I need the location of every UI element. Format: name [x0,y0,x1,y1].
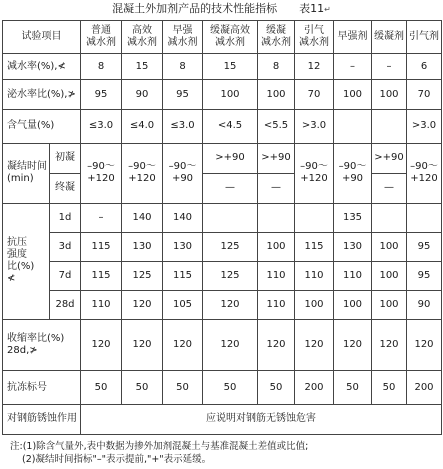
table-cell [295,203,334,232]
table-cell: 125 [122,261,163,290]
sub-label: 终凝 [50,173,81,203]
table-cell: 8 [258,54,295,80]
table-row [3,232,442,261]
table-cell: 120 [258,319,295,370]
table-cell: 6 [407,54,442,80]
table-cell: 12 [295,54,334,80]
table-cell: –90～ +120 [122,143,163,203]
sub-label: 3d [50,232,81,261]
table-cell: –90～ +120 [81,143,122,203]
table-cell: 120 [122,319,163,370]
table-cell: 120 [203,319,258,370]
table-row [3,110,442,143]
table-cell: 115 [295,232,334,261]
table-cell: 50 [372,371,407,404]
row-label: 抗压 强度 比(%) ≮ [3,203,50,319]
row-label: 凝结时间 (min) [3,143,50,203]
table-row [3,290,442,319]
table-cell: 120 [295,319,334,370]
title-text: 混凝土外加剂产品的技术性能指标 [112,2,278,15]
table-cell: – [81,203,122,232]
table-cell: 125 [203,232,258,261]
table-cell: 120 [334,319,372,370]
header-col: 缓凝 减水剂 [258,21,295,54]
row-label: 泌水率比(%),≯ [3,80,81,110]
table-cell: <5.5 [258,110,295,143]
row-label: 收缩率比(%) 28d,≯ [3,319,81,370]
table-cell: –90～ +120 [295,143,334,203]
table-cell: >3.0 [407,110,442,143]
table-cell: 8 [163,54,203,80]
table-cell: 50 [203,371,258,404]
table-cell: 200 [295,371,334,404]
table-cell: 100 [372,290,407,319]
table-row [3,143,442,173]
table-cell: 130 [122,232,163,261]
table-cell: 130 [163,232,203,261]
table-row [3,203,442,232]
table-cell: 90 [407,290,442,319]
table-cell: 50 [163,371,203,404]
table-cell: 8 [81,54,122,80]
header-item: 试验项目 [3,21,81,54]
table-header-row [3,21,442,54]
table-row [3,319,442,370]
table-cell: 120 [81,319,122,370]
table-cell: 135 [334,203,372,232]
header-col: 普通 减水剂 [81,21,122,54]
table-cell: 100 [372,232,407,261]
table-cell: — [203,173,258,203]
table-cell: 140 [122,203,163,232]
row-label: 减水率(%),≮ [3,54,81,80]
sub-label: 7d [50,261,81,290]
table-cell [203,203,258,232]
table-cell: 110 [334,261,372,290]
table-cell: 110 [258,261,295,290]
table-cell: — [258,173,295,203]
note-line: 注:(1)除含气量外,表中数据为掺外加剂混凝土与基准混凝土差值或比值; [10,441,309,452]
table-cell: 100 [203,80,258,110]
table-row [3,80,442,110]
table-cell: 125 [203,261,258,290]
table-cell: <4.5 [203,110,258,143]
header-col: 早强剂 [334,21,372,54]
table-cell: — [372,173,407,203]
table-cell: 110 [295,261,334,290]
table-cell: 120 [372,319,407,370]
table-row [3,404,442,434]
table-notes [10,440,440,466]
table-cell: 50 [122,371,163,404]
table-cell: 100 [372,261,407,290]
table-cell: 95 [407,232,442,261]
table-cell: 120 [122,290,163,319]
return-mark-icon: ↵ [324,5,331,14]
table-cell: 100 [258,80,295,110]
table-cell: >+90 [372,143,407,173]
table-row [3,371,442,404]
table-cell: –90～ +90 [163,143,203,203]
sub-label: 1d [50,203,81,232]
row-label: 对钢筋锈蚀作用 [3,404,81,434]
table-cell: 115 [163,261,203,290]
table-number: 表11 [299,2,325,15]
table-cell [372,203,407,232]
table-cell: ≤3.0 [163,110,203,143]
table-cell: 140 [163,203,203,232]
table-cell: –90～ +120 [407,143,442,203]
table-cell: 100 [258,232,295,261]
table-cell: 50 [334,371,372,404]
table-cell: 110 [81,290,122,319]
table-cell: 120 [203,290,258,319]
table-row [3,261,442,290]
table-cell: 100 [295,290,334,319]
table-cell: >3.0 [295,110,334,143]
table-title [0,2,443,16]
table-cell: 115 [81,232,122,261]
table-cell: 95 [163,80,203,110]
table-cell: 120 [163,319,203,370]
table-cell: ≤4.0 [122,110,163,143]
note-line: (2)凝结时间指标"–"表示提前,"+"表示延缓。 [22,454,212,465]
header-col: 引气 减水剂 [295,21,334,54]
table-cell: >+90 [203,143,258,173]
row-label: 含气量(%) [3,110,81,143]
sub-label: 28d [50,290,81,319]
table-cell: 90 [122,80,163,110]
table-cell: 110 [258,290,295,319]
sub-label: 初凝 [50,143,81,173]
table-cell: 70 [407,80,442,110]
table-cell [407,203,442,232]
header-col: 高效 减水剂 [122,21,163,54]
table-cell: 50 [81,371,122,404]
table-cell [258,203,295,232]
table-cell: 100 [372,80,407,110]
table-cell: 70 [295,80,334,110]
header-col: 引气剂 [407,21,442,54]
table-cell: >+90 [258,143,295,173]
table-cell: ≤3.0 [81,110,122,143]
table-cell: 200 [407,371,442,404]
spec-table [2,20,442,435]
header-col: 早强 减水剂 [163,21,203,54]
table-cell: 130 [334,232,372,261]
table-cell: 105 [163,290,203,319]
table-cell: 115 [81,261,122,290]
table-cell: 95 [407,261,442,290]
table-cell: 15 [122,54,163,80]
table-cell [334,110,372,143]
table-cell: 15 [203,54,258,80]
table-cell [372,110,407,143]
table-cell: 95 [81,80,122,110]
table-cell: 100 [334,290,372,319]
table-cell: 50 [258,371,295,404]
table-row [3,54,442,80]
table-cell: – [334,54,372,80]
table-cell: 120 [407,319,442,370]
table-cell: – [372,54,407,80]
table-cell: 100 [334,80,372,110]
table-row [3,173,442,203]
header-col: 缓凝高效 减水剂 [203,21,258,54]
row-label: 抗冻标号 [3,371,81,404]
header-col: 缓凝剂 [372,21,407,54]
table-cell: 应说明对钢筋无锈蚀危害 [81,404,442,434]
table-cell: –90～ +90 [334,143,372,203]
